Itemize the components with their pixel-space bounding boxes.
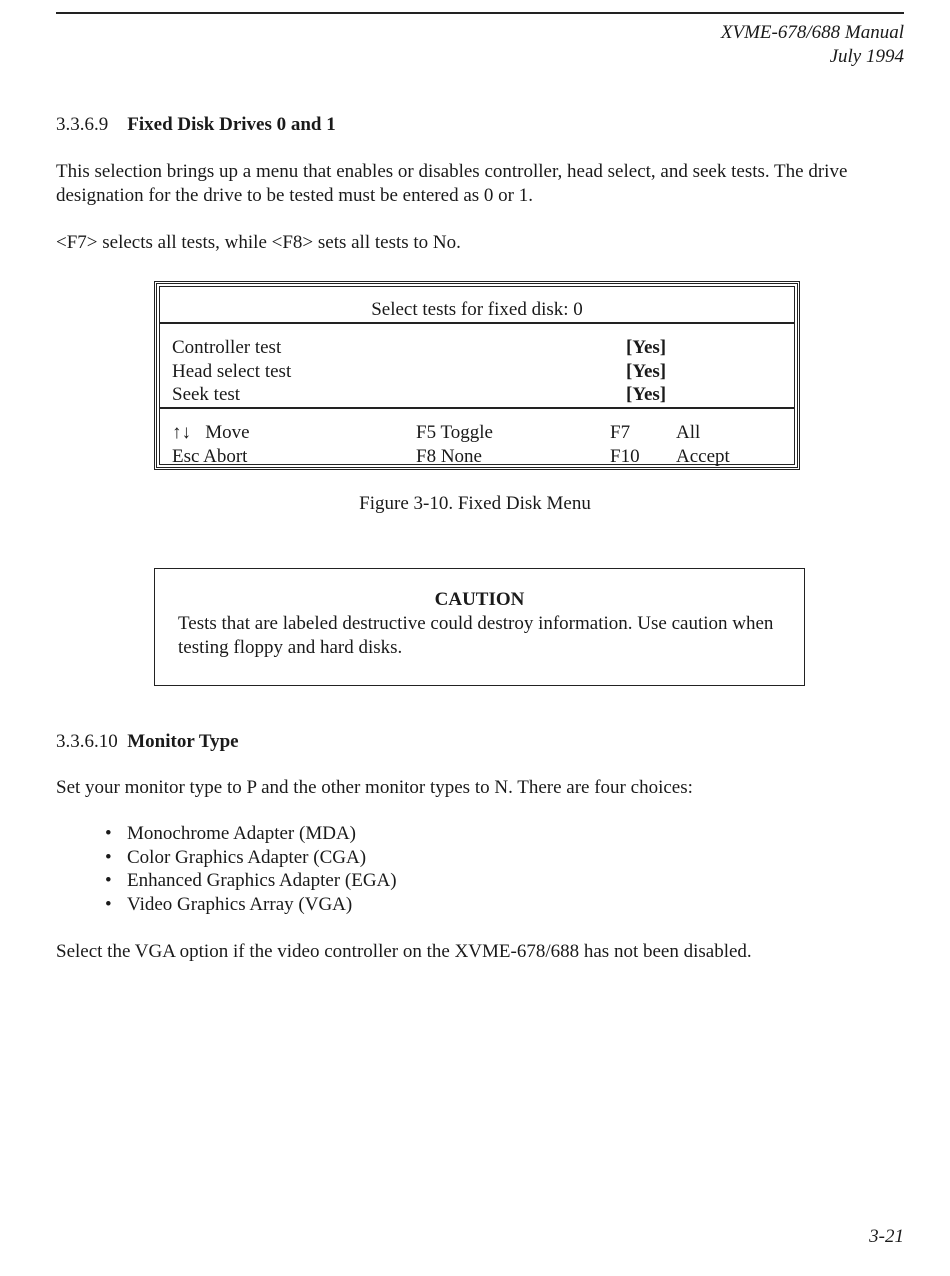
menu-item-controller-test[interactable]: Controller test — [172, 337, 282, 358]
bullet-icon: • — [105, 870, 112, 891]
page-number: 3-21 — [869, 1226, 904, 1247]
up-down-arrow-icon: ↑↓ — [172, 422, 191, 443]
f5-toggle-key-hint: F5 Toggle — [416, 422, 493, 443]
menu-title-divider — [160, 322, 794, 324]
section-number: 3.3.6.9 — [56, 114, 109, 135]
section-number: 3.3.6.10 — [56, 731, 118, 752]
caution-box — [154, 568, 805, 686]
menu-item-head-select-test[interactable]: Head select test — [172, 361, 292, 382]
fixed-disk-intro-paragraph: This selection brings up a menu that enables or disables controller, head select, and seek tests. The drive designation for the drive to be tested must be entered as 0 or 1. — [56, 161, 848, 206]
manual-date: July 1994 — [829, 46, 904, 67]
menu-keys-divider — [160, 407, 794, 409]
f10-accept-label: Accept — [676, 446, 730, 467]
section-title: Fixed Disk Drives 0 and 1 — [127, 114, 336, 135]
menu-inner-frame — [159, 286, 795, 465]
monitor-type-paragraph: Set your monitor type to P and the other monitor types to N. There are four choices: — [56, 777, 693, 798]
caution-title: CAUTION — [434, 589, 525, 610]
manual-title: XVME-678/688 Manual — [720, 22, 904, 43]
menu-value-controller-test[interactable]: [Yes] — [626, 337, 667, 358]
list-item: • Enhanced Graphics Adapter (EGA) — [105, 870, 397, 891]
menu-value-seek-test[interactable]: [Yes] — [626, 384, 667, 405]
move-key-hint — [172, 421, 250, 445]
menu-item-seek-test[interactable]: Seek test — [172, 384, 241, 405]
header-rule — [56, 12, 904, 14]
menu-value-head-select-test[interactable]: [Yes] — [626, 361, 667, 382]
esc-abort-key-hint: Esc Abort — [172, 446, 248, 467]
list-item: • Monochrome Adapter (MDA) — [105, 823, 357, 844]
bullet-icon: • — [105, 893, 112, 915]
move-label: Move — [205, 422, 250, 443]
figure-caption: Figure 3-10. Fixed Disk Menu — [359, 493, 591, 514]
menu-title: Select tests for fixed disk: 0 — [371, 299, 583, 320]
f10-key: F10 — [610, 446, 640, 467]
bullet-icon: • — [105, 846, 112, 868]
caution-text: Tests that are labeled destructive could destroy information. Use caution when testing floppy and hard disks. — [178, 613, 774, 658]
section-heading-monitor-type — [56, 731, 239, 753]
list-item: • Video Graphics Array (VGA) — [105, 893, 353, 915]
f7-key: F7 — [610, 422, 631, 443]
function-key-paragraph: <F7> selects all tests, while <F8> sets all tests to No. — [56, 232, 461, 253]
vga-option-paragraph: Select the VGA option if the video controller on the XVME-678/688 has not been disabled. — [56, 941, 752, 962]
f7-all-label: All — [676, 422, 701, 443]
f8-none-key-hint: F8 None — [416, 446, 482, 467]
bullet-icon: • — [105, 823, 112, 844]
section-heading-fixed-disk — [56, 114, 336, 136]
section-title: Monitor Type — [127, 731, 239, 752]
list-item: • Color Graphics Adapter (CGA) — [105, 846, 367, 868]
monitor-choices-list — [105, 822, 397, 916]
fixed-disk-menu — [154, 281, 800, 470]
